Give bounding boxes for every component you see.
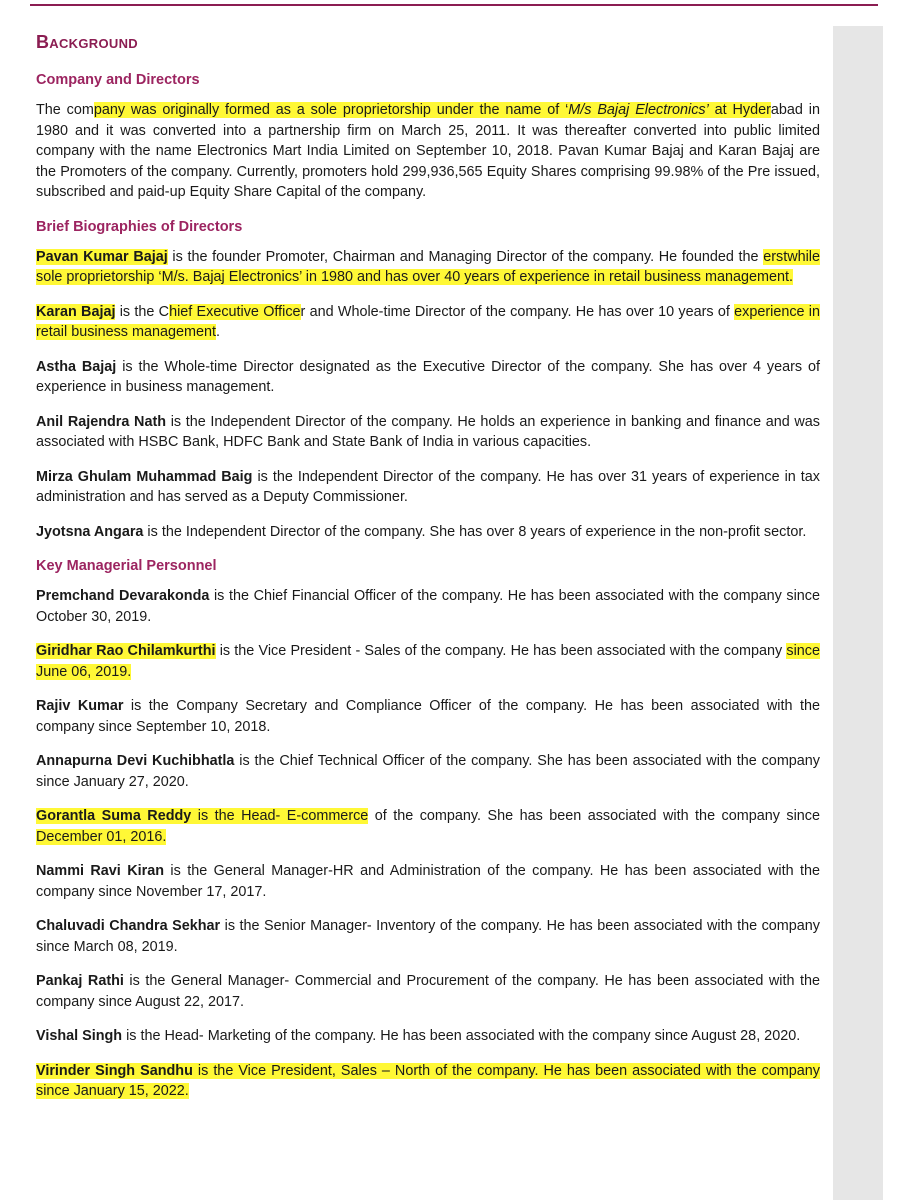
kmp-name: Premchand Devarakonda — [36, 588, 210, 604]
company-highlight — [94, 102, 771, 118]
kmp-text-highlight: December 01, 2016. — [36, 828, 167, 845]
kmp-text-highlight: is the Vice President, Sales – North of the company. He has been associated with the company since January 15, 2022. — [36, 1062, 820, 1099]
kmp-name: Rajiv Kumar — [36, 698, 124, 714]
bio-text: is the Independent Director of the company. He holds an experience in banking and finance and was associated with HSBC Bank, HDFC Bank and State Bank of India in various capacities. — [36, 413, 820, 450]
kmp-gorantla — [36, 806, 820, 847]
company-section — [36, 70, 820, 203]
kmp-premchand — [36, 586, 820, 627]
kmp-chaluvadi — [36, 916, 820, 957]
kmp-text-highlight: is the Head- E-commerce — [191, 808, 369, 824]
kmp-text: is the Chief Technical Officer of the company. She has been associated with the company since January 27, 2020. — [36, 753, 821, 790]
bio-text: . — [215, 324, 220, 340]
bio-name: Karan Bajaj — [36, 303, 116, 320]
kmp-rajiv — [36, 696, 820, 737]
bio-name: Jyotsna Angara — [36, 523, 144, 540]
bio-text-highlight: erstwhile sole proprietorship ‘M/s. Bajaj Electronics’ in 1980 and has over 40 years of experience in retail business management. — [36, 248, 820, 285]
kmp-name: Nammi Ravi Kiran — [36, 863, 165, 879]
kmp-pankaj — [36, 971, 820, 1012]
kmp-giridhar — [36, 641, 820, 682]
bio-pavan — [36, 247, 820, 288]
bio-anil — [36, 412, 820, 453]
bio-text: is the founder Promoter, Chairman and Managing Director of the company. He founded the — [167, 248, 764, 265]
bio-name: Pavan Kumar Bajaj — [36, 248, 168, 265]
kmp-name: Chaluvadi Chandra Sekhar — [36, 918, 221, 934]
bio-text: is the C — [115, 303, 170, 320]
section-title: Background — [36, 32, 138, 52]
kmp-text: is the Company Secretary and Compliance Officer of the company. He has been associated with the company since September 10, 2018. — [36, 698, 820, 735]
kmp-text: is the Senior Manager- Inventory of the company. He has been associated with the company since March 08, 2019. — [36, 918, 820, 955]
bio-text-highlight: experience in retail business management — [36, 303, 820, 340]
kmp-name: Pankaj Rathi — [36, 973, 124, 989]
kmp-text: is the General Manager-HR and Administration of the company. He has been associated with the company since November 17, 2017. — [36, 863, 820, 900]
bio-karan — [36, 302, 820, 343]
bio-name: Anil Rajendra Nath — [36, 413, 167, 430]
kmp-nammi — [36, 861, 820, 902]
kmp-name: Gorantla Suma Reddy — [36, 808, 192, 824]
kmp-text: is the Chief Financial Officer of the company. He has been associated with the company since October 30, 2019. — [36, 588, 820, 625]
kmp-heading: Key Managerial Personnel — [36, 558, 217, 574]
kmp-text: is the Head- Marketing of the company. He has been associated with the company since August 28, 2020. — [122, 1028, 801, 1044]
biographies-section — [36, 217, 820, 543]
kmp-text-highlight: since June 06, 2019. — [36, 643, 820, 680]
company-name-italic: M/s Bajaj Electronics’ — [568, 102, 709, 118]
document-body — [36, 30, 820, 1116]
bio-astha — [36, 357, 820, 398]
biographies-heading: Brief Biographies of Directors — [36, 218, 243, 235]
company-paragraph — [36, 100, 820, 203]
top-rule — [30, 4, 878, 6]
kmp-text: is the Vice President - Sales of the company. He has been associated with the company — [215, 643, 787, 659]
bio-name: Mirza Ghulam Muhammad Baig — [36, 468, 253, 485]
bio-text: is the Whole-time Director designated as the Executive Director of the company. She has over 4 years of experience in business management. — [36, 358, 820, 395]
company-text-post: abad in 1980 and it was converted into a partnership firm on March 25, 2011. It was thereafter converted into public limited company with the name Electronics Mart India Limited on September 10, 2018. Pavan Kumar Bajaj and Karan Bajaj are the Promoters of the company. Currently, promoters hold 299,936,565 Equity Shares comprising 99.98% of the Pre issued, subscribed and paid-up Equity Share Capital of the company. — [36, 102, 821, 200]
bio-jyotsna — [36, 522, 820, 543]
company-text-pre: The com — [36, 102, 94, 118]
kmp-vishal — [36, 1026, 820, 1047]
company-text-highlight: pany was originally formed as a sole proprietorship under the name of ‘ — [93, 102, 569, 118]
bio-text: r and Whole-time Director of the company. He has over 10 years of — [300, 303, 735, 320]
kmp-virinder — [36, 1061, 820, 1102]
kmp-text: of the company. She has been associated with the company since — [368, 808, 820, 824]
bio-text: is the Independent Director of the company. He has over 31 years of experience in tax administration and has served as a Deputy Commissioner. — [36, 468, 820, 505]
kmp-text: is the General Manager- Commercial and Procurement of the company. He has been associated with the company since August 22, 2017. — [36, 973, 820, 1010]
kmp-section — [36, 556, 820, 1102]
company-heading: Company and Directors — [36, 72, 200, 88]
kmp-annapurna — [36, 751, 820, 792]
kmp-name: Giridhar Rao Chilamkurthi — [36, 643, 216, 659]
kmp-name: Annapurna Devi Kuchibhatla — [36, 753, 235, 769]
margin-sidebar — [833, 26, 883, 1200]
bio-text: is the Independent Director of the company. She has over 8 years of experience in the non-profit sector. — [143, 523, 807, 540]
bio-text-highlight: hief Executive Office — [169, 303, 301, 320]
company-text-highlight-tail: at Hyder — [708, 102, 771, 118]
bio-mirza — [36, 467, 820, 508]
kmp-name: Vishal Singh — [36, 1028, 123, 1044]
bio-name: Astha Bajaj — [36, 358, 117, 375]
kmp-name: Virinder Singh Sandhu — [36, 1062, 193, 1079]
